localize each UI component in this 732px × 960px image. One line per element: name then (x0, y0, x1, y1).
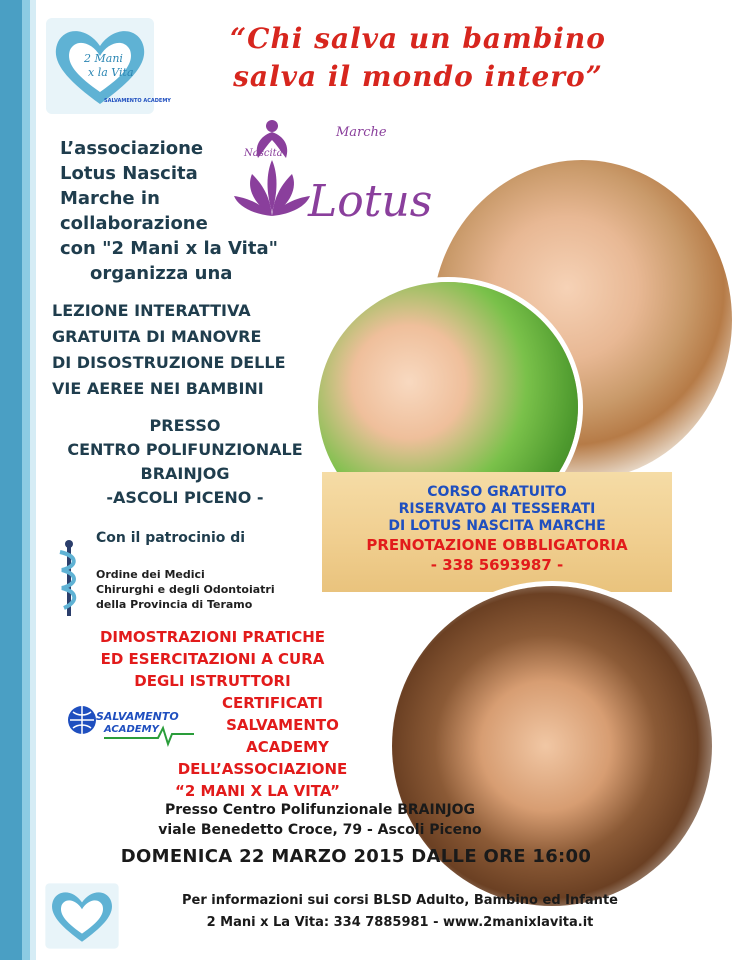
left-stripe-dark (0, 0, 22, 960)
lesson-line-1: LEZIONE INTERATTIVA (52, 301, 251, 320)
intro-line-3: Marche in (60, 188, 160, 209)
demo-line-7: DELL’ASSOCIAZIONE (177, 760, 348, 778)
info-line-2: 2 Mani x La Vita: 334 7885981 - www.2manixlavita.it (206, 915, 594, 930)
course-line-4: PRENOTAZIONE OBBLIGATORIA (366, 536, 628, 554)
left-stripe-mid (22, 0, 30, 960)
venue-address (40, 800, 600, 840)
intro-line-2: Lotus Nascita (60, 163, 198, 184)
intro-line-6: organizza una (90, 263, 233, 284)
lesson-line-2: GRATUITA DI MANOVRE (52, 327, 262, 346)
ordine-line-1: Ordine dei Medici (96, 568, 205, 581)
demo-line-4: CERTIFICATI (221, 694, 324, 712)
course-line-1: CORSO GRATUITO (427, 484, 567, 500)
info-line-1: Per informazioni sui corsi BLSD Adulto, Bambino ed Infante (182, 893, 618, 908)
salvamento-academy-logo (66, 700, 196, 746)
lesson-line-3: DI DISOSTRUZIONE DELLE (52, 353, 286, 372)
presso-line-4: -ASCOLI PICENO - (106, 488, 264, 507)
two-hands-logo-bottom (44, 878, 120, 954)
event-date: DOMENICA 22 MARZO 2015 DALLE ORE 16:00 (120, 846, 592, 867)
intro-line-4: collaborazione (60, 213, 208, 234)
demo-line-2: ED ESERCITAZIONI A CURA (100, 650, 325, 668)
ordine-line-2: Chirurghi e degli Odontoiatri (96, 583, 275, 596)
intro-text (40, 136, 345, 286)
venue-line-1: Presso Centro Polifunzionale BRAINJOG (164, 802, 476, 818)
demo-line-8: “2 MANI X LA VITA” (175, 782, 340, 800)
logo-text-1: 2 Mani (84, 52, 123, 65)
lesson-line-4: VIE AEREE NEI BAMBINI (52, 379, 264, 398)
slogan-line-1: “Chi salva un bambino (230, 22, 606, 55)
presso-line-2: CENTRO POLIFUNZIONALE (67, 440, 303, 459)
presso-line-3: BRAINJOG (140, 464, 230, 483)
presso-line-1: PRESSO (149, 416, 221, 435)
demo-line-5: SALVAMENTO (226, 716, 339, 734)
course-phone: - 338 5693987 - (430, 556, 564, 574)
intro-line-5: con "2 Mani x la Vita" (60, 238, 278, 259)
ordine-line-3: della Provincia di Teramo (96, 598, 253, 611)
lotus-small-1: Marche (336, 125, 387, 140)
two-hands-logo-top (44, 16, 171, 116)
ordine-medici (96, 567, 336, 612)
lotus-big: Lotus (308, 176, 433, 227)
course-line-2: RISERVATO AI TESSERATI (398, 501, 596, 517)
slogan (168, 20, 668, 96)
logo-sub: SALVAMENTO ACADEMY (104, 98, 171, 104)
venue-heading (40, 414, 330, 510)
course-info-band (322, 472, 672, 592)
heart-hands-icon (44, 16, 171, 116)
slogan-line-2: salva il mondo intero” (233, 60, 603, 93)
caduceus-icon (52, 538, 86, 618)
left-stripe-light (30, 0, 36, 960)
logo-text-2: x la Vita (88, 66, 134, 79)
venue-line-2: viale Benedetto Croce, 79 - Ascoli Piceno (158, 822, 482, 838)
heart-hands-icon-small (44, 878, 120, 954)
demo-line-6: ACADEMY (246, 738, 329, 756)
patrocinio-label: Con il patrocinio di (96, 530, 246, 546)
salv-text-1: SALVAMENTO (96, 710, 179, 723)
demo-line-1: DIMOSTRAZIONI PRATICHE (99, 628, 326, 646)
salv-text-2: ACADEMY (104, 724, 159, 735)
intro-line-1: L’associazione (60, 138, 204, 159)
contact-info (130, 890, 670, 934)
course-line-3: DI LOTUS NASCITA MARCHE (388, 518, 606, 534)
demo-line-3: DEGLI ISTRUTTORI (134, 672, 291, 690)
lotus-small-2: Nascita (244, 148, 283, 159)
lesson-title (40, 298, 360, 402)
